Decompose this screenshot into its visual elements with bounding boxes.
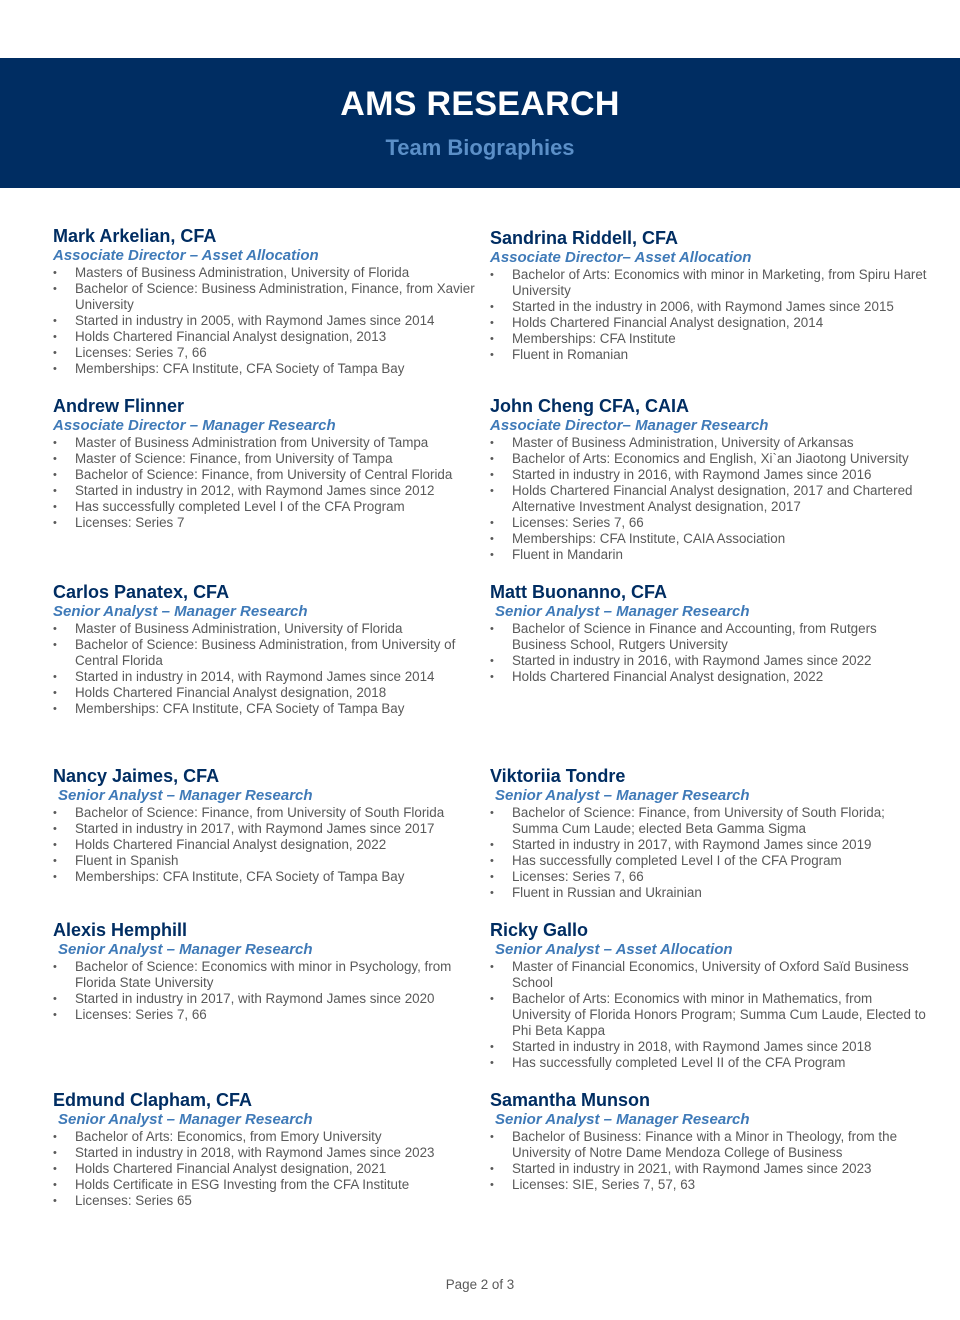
bio-detail-item: • Bachelor of Science: Finance, from University of Central Florida [53, 467, 493, 483]
bio-role: Associate Director – Asset Allocation [53, 247, 319, 264]
bio-detail-item: • Started in industry in 2017, with Raymond James since 2019 [490, 837, 930, 853]
bio-name: Ricky Gallo [490, 920, 589, 940]
bio-detail-item: • Holds Chartered Financial Analyst designation, 2013 [53, 329, 493, 345]
bio-role: Senior Analyst – Manager Research [53, 603, 308, 620]
bio-detail-item: • Started in industry in 2014, with Raymond James since 2014 [53, 669, 493, 685]
bio-role: Associate Director– Manager Research [490, 417, 769, 434]
bio-details-list [490, 959, 930, 1071]
bio-details-list [490, 805, 930, 901]
bio-detail-item: • Holds Chartered Financial Analyst designation, 2021 [53, 1161, 493, 1177]
bio-name: John Cheng CFA, CAIA [490, 396, 689, 416]
bio-detail-item: • Has successfully completed Level II of the CFA Program [490, 1055, 930, 1071]
bio-card [490, 396, 930, 563]
bio-detail-item: • Licenses: Series 7, 66 [53, 1007, 493, 1023]
bio-detail-item: • Memberships: CFA Institute, CFA Society of Tampa Bay [53, 701, 493, 717]
bio-card [490, 766, 930, 901]
bio-details-list [53, 805, 493, 885]
bio-details-list [490, 621, 930, 685]
bio-details-list [490, 1129, 930, 1193]
bio-card [53, 396, 493, 531]
bio-detail-item: • Started in industry in 2018, with Raymond James since 2023 [53, 1145, 493, 1161]
bio-name: Alexis Hemphill [53, 920, 188, 940]
bio-detail-item: • Holds Certificate in ESG Investing from the CFA Institute [53, 1177, 493, 1193]
bio-detail-item: • Started in industry in 2021, with Raymond James since 2023 [490, 1161, 930, 1177]
bio-detail-item: • Fluent in Russian and Ukrainian [490, 885, 930, 901]
bio-detail-item: • Bachelor of Science: Business Administration, Finance, from Xavier University [53, 281, 493, 313]
bio-details-list [53, 1129, 493, 1209]
document-title: AMS RESEARCH [340, 85, 620, 123]
bio-card [490, 582, 930, 685]
bio-card [490, 1090, 930, 1193]
bio-role: Senior Analyst – Manager Research [495, 1111, 750, 1128]
bio-name: Nancy Jaimes, CFA [53, 766, 220, 786]
bio-detail-item: • Holds Chartered Financial Analyst designation, 2017 and Chartered Alternative Investment Analyst designation, 2017 [490, 483, 930, 515]
bio-detail-item: • Master of Business Administration, University of Florida [53, 621, 493, 637]
header-banner [0, 58, 960, 188]
bio-detail-item: • Licenses: Series 65 [53, 1193, 493, 1209]
bio-name: Andrew Flinner [53, 396, 185, 416]
bio-detail-item: • Master of Business Administration from University of Tampa [53, 435, 493, 451]
bio-detail-item: • Bachelor of Science: Economics with minor in Psychology, from Florida State University [53, 959, 493, 991]
bio-detail-item: • Bachelor of Arts: Economics and English, Xi`an Jiaotong University [490, 451, 930, 467]
bio-detail-item: • Started in industry in 2016, with Raymond James since 2022 [490, 653, 930, 669]
bio-detail-item: • Started in industry in 2017, with Raymond James since 2017 [53, 821, 493, 837]
bio-detail-item: • Holds Chartered Financial Analyst designation, 2018 [53, 685, 493, 701]
bio-role: Senior Analyst – Manager Research [58, 1111, 313, 1128]
bio-detail-item: • Memberships: CFA Institute, CFA Society of Tampa Bay [53, 869, 493, 885]
bio-detail-item: • Holds Chartered Financial Analyst designation, 2014 [490, 315, 930, 331]
document-subtitle: Team Biographies [385, 135, 575, 160]
bio-name: Carlos Panatex, CFA [53, 582, 230, 602]
bio-detail-item: • Fluent in Spanish [53, 853, 493, 869]
bio-card [53, 1090, 493, 1209]
bio-detail-item: • Started in industry in 2016, with Raymond James since 2016 [490, 467, 930, 483]
bio-details-list [53, 435, 493, 531]
bio-card [490, 228, 930, 363]
bio-details-list [490, 435, 930, 563]
bio-detail-item: • Fluent in Romanian [490, 347, 930, 363]
bio-detail-item: • Memberships: CFA Institute [490, 331, 930, 347]
bio-role: Senior Analyst – Manager Research [58, 787, 313, 804]
bio-detail-item: • Has successfully completed Level I of the CFA Program [490, 853, 930, 869]
bio-detail-item: • Master of Science: Finance, from University of Tampa [53, 451, 493, 467]
bio-detail-item: • Memberships: CFA Institute, CFA Society of Tampa Bay [53, 361, 493, 377]
page-number: Page 2 of 3 [445, 1277, 515, 1292]
bio-detail-item: • Has successfully completed Level I of the CFA Program [53, 499, 493, 515]
bio-detail-item: • Masters of Business Administration, University of Florida [53, 265, 493, 281]
bio-details-list [490, 267, 930, 363]
bio-detail-item: • Bachelor of Arts: Economics with minor in Marketing, from Spiru Haret University [490, 267, 930, 299]
bio-name: Sandrina Riddell, CFA [490, 228, 679, 248]
bio-card [53, 920, 493, 1023]
bio-role: Senior Analyst – Manager Research [495, 787, 750, 804]
bio-detail-item: • Memberships: CFA Institute, CAIA Association [490, 531, 930, 547]
bio-detail-item: • Licenses: Series 7, 66 [53, 345, 493, 361]
bio-detail-item: • Fluent in Mandarin [490, 547, 930, 563]
bio-detail-item: • Bachelor of Arts: Economics, from Emory University [53, 1129, 493, 1145]
bio-detail-item: • Licenses: Series 7, 66 [490, 515, 930, 531]
bio-detail-item: • Holds Chartered Financial Analyst designation, 2022 [53, 837, 493, 853]
bio-details-list [53, 621, 493, 717]
bio-name: Samantha Munson [490, 1090, 651, 1110]
bio-details-list [53, 265, 493, 377]
bio-detail-item: • Licenses: Series 7 [53, 515, 493, 531]
bio-role: Senior Analyst – Manager Research [495, 603, 750, 620]
bio-detail-item: • Bachelor of Science: Finance, from University of South Florida [53, 805, 493, 821]
bio-detail-item: • Bachelor of Business: Finance with a Minor in Theology, from the University of Notre Dame Mendoza College of Business [490, 1129, 930, 1161]
bio-detail-item: • Bachelor of Arts: Economics with minor in Mathematics, from University of Florida Honors Program; Summa Cum Laude, Elected to Phi Beta Kappa [490, 991, 930, 1039]
bio-detail-item: • Licenses: Series 7, 66 [490, 869, 930, 885]
bio-name: Edmund Clapham, CFA [53, 1090, 253, 1110]
bio-card [490, 920, 930, 1071]
bio-details-list [53, 959, 493, 1023]
bio-role: Senior Analyst – Asset Allocation [495, 941, 733, 958]
bio-card [53, 582, 493, 717]
bio-name: Viktoriia Tondre [490, 766, 626, 786]
bio-detail-item: • Master of Financial Economics, University of Oxford Saïd Business School [490, 959, 930, 991]
bio-role: Senior Analyst – Manager Research [58, 941, 313, 958]
bio-detail-item: • Master of Business Administration, University of Arkansas [490, 435, 930, 451]
bio-name: Mark Arkelian, CFA [53, 226, 217, 246]
bio-detail-item: • Started in industry in 2018, with Raymond James since 2018 [490, 1039, 930, 1055]
bio-detail-item: • Bachelor of Science: Business Administration, from University of Central Florida [53, 637, 493, 669]
bio-detail-item: • Started in industry in 2005, with Raymond James since 2014 [53, 313, 493, 329]
bio-role: Associate Director– Asset Allocation [490, 249, 752, 266]
bio-detail-item: • Bachelor of Science in Finance and Accounting, from Rutgers Business School, Rutgers University [490, 621, 930, 653]
bio-card [53, 766, 493, 885]
bio-card [53, 226, 493, 377]
bio-detail-item: • Holds Chartered Financial Analyst designation, 2022 [490, 669, 930, 685]
bio-detail-item: • Started in industry in 2012, with Raymond James since 2012 [53, 483, 493, 499]
bio-detail-item: • Started in the industry in 2006, with Raymond James since 2015 [490, 299, 930, 315]
bio-name: Matt Buonanno, CFA [490, 582, 667, 602]
bio-detail-item: • Licenses: SIE, Series 7, 57, 63 [490, 1177, 930, 1193]
bio-detail-item: • Started in industry in 2017, with Raymond James since 2020 [53, 991, 493, 1007]
bio-detail-item: • Bachelor of Science: Finance, from University of South Florida; Summa Cum Laude; elected Beta Gamma Sigma [490, 805, 930, 837]
bio-role: Associate Director – Manager Research [53, 417, 336, 434]
